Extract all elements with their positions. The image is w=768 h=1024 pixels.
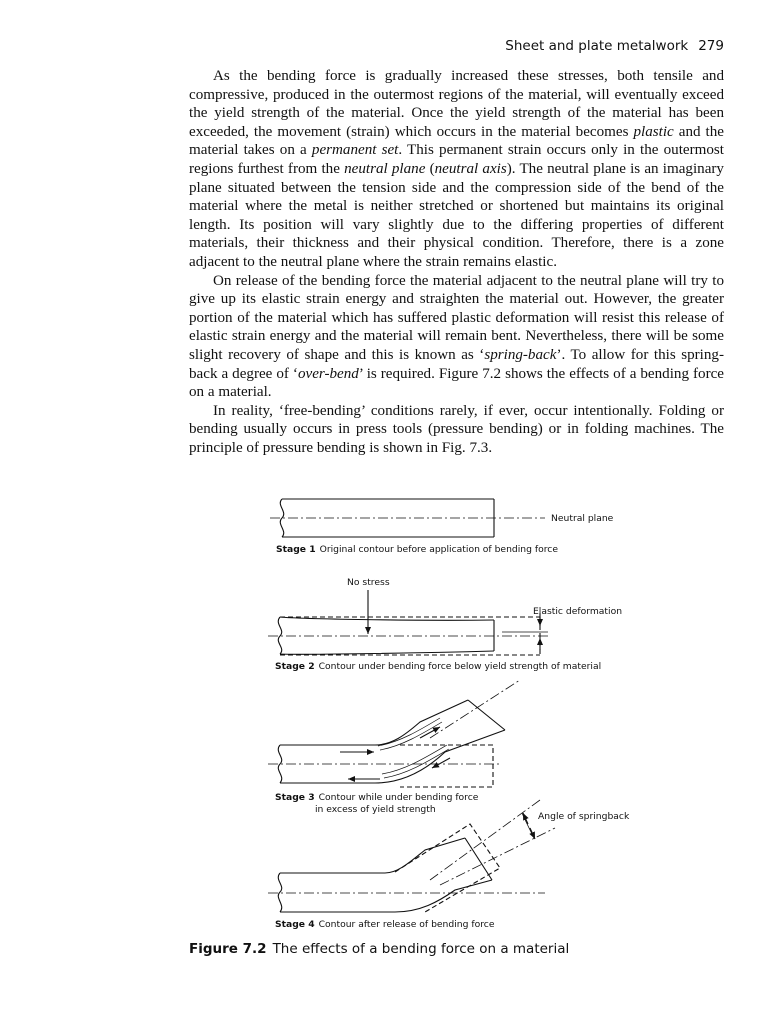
label-no-stress: No stress [347, 577, 390, 588]
stage2-caption [275, 661, 601, 672]
paragraph-1-text: ). The neutral plane is an imaginary plane situated between the tension side and the compression side of the bend of the material where the metal is neither stretched or shortened but maintains its original length. Its position will vary slightly due to the differing properties of different materials, their thickness and their physical condition. Therefore, there is a zone adjacent to the neutral plane where the strain remains elastic. [189, 160, 724, 270]
term-permanent-set: permanent set [311, 142, 399, 159]
paragraph-2-text: On release of the bending force the material adjacent to the neutral plane will try to give up its elastic strain energy and straighten the material out. However, the greater portion of the material which has suffered plastic deformation will resist this release of elastic strain energy and the material will remain bent. Nevertheless, there will be some slight recovery of shape and this is known as ‘ [189, 272, 724, 363]
paragraph-1-text: . This permanent strain occurs only in the outermost regions furthest from the [189, 142, 724, 177]
stage1-number: Stage 1 [276, 544, 316, 555]
stage3-text-line1: Contour while under bending force [318, 792, 479, 803]
stage4-caption [275, 919, 495, 930]
term-spring-back: spring-back [484, 346, 557, 363]
figure-caption [189, 941, 569, 957]
stage2-text: Contour under bending force below yield strength of material [318, 661, 602, 672]
label-neutral-plane: Neutral plane [551, 513, 614, 524]
stage2-number: Stage 2 [275, 661, 315, 672]
stage3-drawing [268, 680, 520, 787]
figure-caption-number: Figure 7.2 [189, 941, 267, 957]
paragraph-3: In reality, ‘free-bending’ conditions rarely, if ever, occur intentionally. Folding or bending usually occurs in press tools (pressure bending) or in folding machines. The principle of pressure bending is shown in Fig. 7.3. [189, 402, 724, 456]
paragraph-2-text: ’ is required. Figure 7.2 shows the effects of a bending force on a material. [189, 365, 724, 401]
stage4-number: Stage 4 [275, 919, 315, 930]
stage3-number: Stage 3 [275, 792, 315, 803]
term-neutral-plane: neutral plane [344, 160, 426, 177]
stage3-caption [275, 792, 479, 803]
stage1-text: Original contour before application of bending force [319, 544, 558, 555]
paragraph-1-text: As the bending force is gradually increased these stresses, both tensile and compressive, produced in the outermost regions of the material, will eventually exceed the yield strength of the material. Once the yield strength of the material has been exceeded, the movement (strain) which occurs in the material becomes [189, 68, 724, 140]
term-over-bend: over-bend [297, 365, 359, 382]
stage1-caption [276, 544, 558, 555]
paragraph-1-text: ( [425, 160, 435, 177]
paragraph-1-text: and the material takes on a [189, 123, 724, 159]
stage3-caption-line2: in excess of yield strength [315, 804, 436, 815]
term-neutral-axis: neutral axis [434, 160, 507, 177]
stage4-text: Contour after release of bending force [318, 919, 495, 930]
label-elastic-deformation: Elastic deformation [533, 606, 623, 617]
stage2-drawing [268, 590, 550, 655]
stage4-drawing [268, 800, 555, 912]
label-angle-of-springback: Angle of springback [538, 811, 630, 822]
page-number: 279 [698, 38, 724, 54]
term-plastic: plastic [633, 123, 674, 140]
running-header-title: Sheet and plate metalwork [505, 38, 689, 54]
paragraph-2-text: ’. To allow for this spring-back a degree of ‘ [189, 346, 724, 382]
figure-caption-text: The effects of a bending force on a material [272, 941, 570, 957]
stage1-drawing [270, 499, 545, 537]
